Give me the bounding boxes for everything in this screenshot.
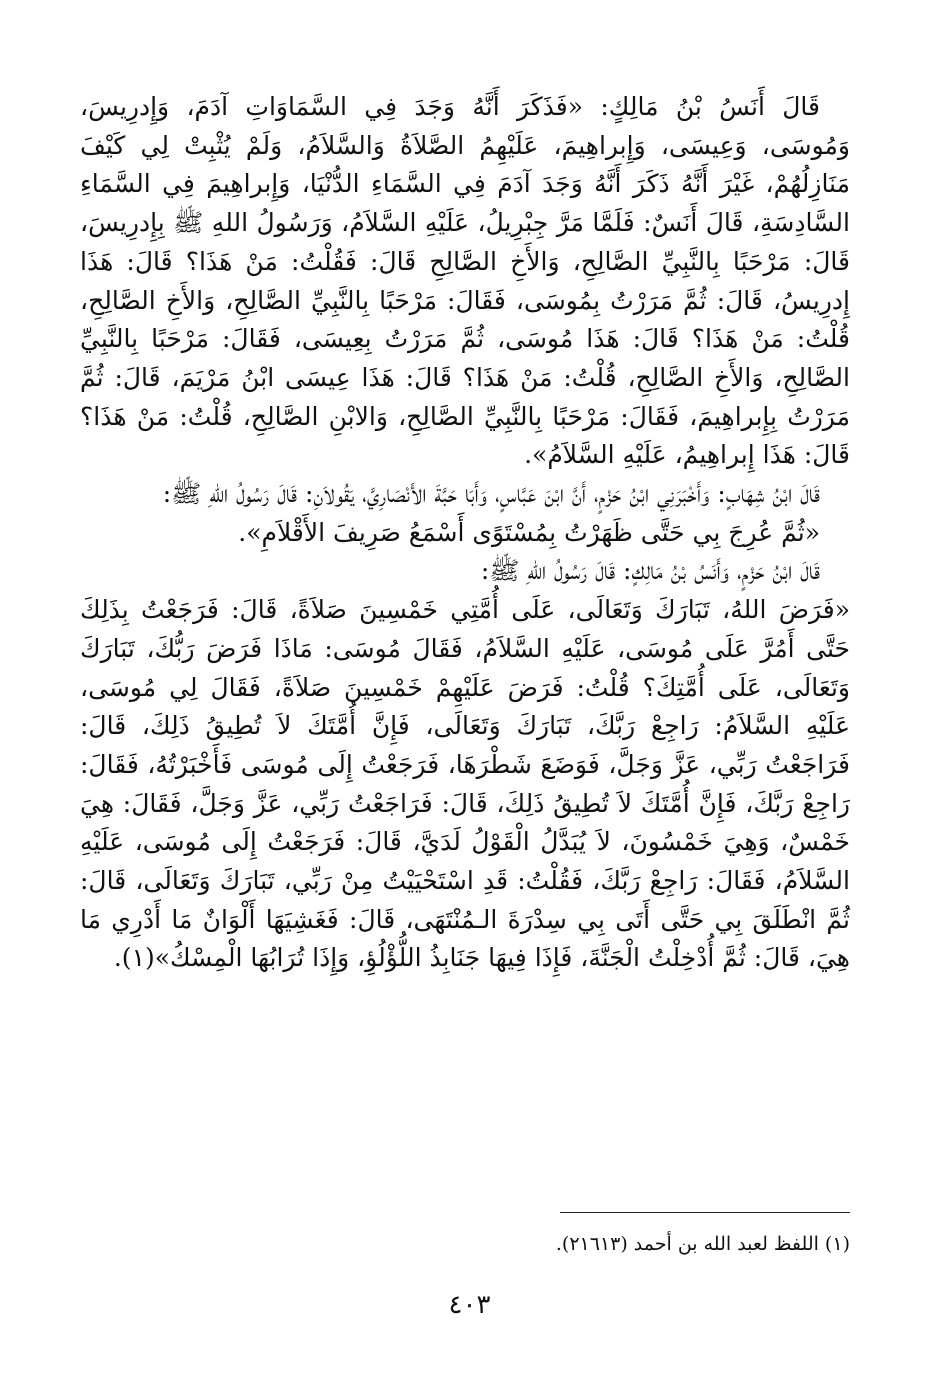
footnote-divider: [560, 1212, 850, 1213]
paragraph-fifty-prayers: «فَرَضَ اللهُ، تَبَارَكَ وَتَعَالَى، عَلَى أُمَّتِي خَمْسِينَ صَلاَةً، قَالَ: فَرَجَعْتُ بِذَلِكَ حَتَّى أَمُرَّ عَلَى مُوسَى، عَلَيْهِ السَّلاَمُ، فَقَالَ مُوسَى: مَاذَا فَرَضَ رَبُّكَ، تَبَارَكَ وَتَعَالَى، عَلَى أُمَّتِكَ؟ قُلْتُ: فَرَضَ عَلَيْهِمْ خَمْسِينَ صَلاَةً، فَقَالَ لِي مُوسَى، عَلَيْهِ السَّلاَمُ: رَاجِعْ رَبَّكَ، تَبَارَكَ وَتَعَالَى، فَإِنَّ أُمَّتَكَ لاَ تُطِيقُ ذَلِكَ، قَالَ: فَرَاجَعْتُ رَبِّي، عَزَّ وَجَلَّ، فَوَضَعَ شَطْرَهَا، فَرَجَعْتُ إِلَى مُوسَى فَأَخْبَرْتُهُ، فَقَالَ: رَاجِعْ رَبَّكَ، فَإِنَّ أُمَّتَكَ لاَ تُطِيقُ ذَلِكَ، قَالَ: فَرَاجَعْتُ رَبِّي، عَزَّ وَجَلَّ، فَقَالَ: هِيَ خَمْسٌ، وَهِيَ خَمْسُونَ، لاَ يُبَدَّلُ الْقَوْلُ لَدَيَّ، قَالَ: فَرَجَعْتُ إِلَى مُوسَى، عَلَيْهِ السَّلاَمُ، فَقَالَ: رَاجِعْ رَبَّكَ، فَقُلْتُ: قَدِ اسْتَحْيَيْتُ مِنْ رَبِّي، تَبَارَكَ وَتَعَالَى، قَالَ: ثُمَّ انْطَلَقَ بِي حَتَّى أَتَى بِي سِدْرَةَ الـمُنْتَهَى، قَالَ: فَغَشِيَهَا أَلْوَانٌ مَا أَدْرِي مَا هِيَ، قَالَ: ثُمَّ أُدْخِلْتُ الْجَنَّةَ، فَإِذَا فِيهَا جَنَابِذُ اللُّؤْلُؤِ، وَإِذَا تُرَابُهَا الْمِسْكُ»(١).: [80, 595, 850, 973]
paragraph-ibn-shihab: قَالَ ابْنُ شِهَابٍ: وَأَخْبَرَنِي ابْنُ حَزْمٍ، أَنَّ ابْنَ عَبَّاسٍ، وَأَبَا حَبَّةَ الأَنْصَارِيَّ، يَقُولاَنِ: قَالَ رَسُولُ اللهِ ﷺ:: [162, 479, 820, 509]
page-number: ٤٠٣: [448, 1290, 491, 1320]
paragraph-ibn-hazm: قَالَ ابْنُ حَزْمٍ، وَأَنَسُ بْنُ مَالِكٍ: قَالَ رَسُولُ اللهِ ﷺ:: [480, 556, 820, 586]
footnote: (١) اللفظ لعبد الله بن أحمد (٢١٦١٣).: [555, 1233, 850, 1255]
paragraph-anas-narration: قَالَ أَنَسُ بْنُ مَالِكٍ: «فَذَكَرَ أَنَّهُ وَجَدَ فِي السَّمَاوَاتِ آدَمَ، وَإِدرِيسَ، وَمُوسَى، وَعِيسَى، وَإِبراهِيمَ، عَلَيْهِمُ الصَّلاَةُ وَالسَّلاَمُ، وَلَمْ يُثْبِتْ لِي كَيْفَ مَنَازِلُهُمْ، غَيْرَ أَنَّهُ ذَكَرَ أَنَّهُ وَجَدَ آدَمَ فِي السَّمَاءِ الدُّنْيَا، وَإِبراهِيمَ فِي السَّمَاءِ السَّادِسَةِ، قَالَ أَنَسٌ: فَلَمَّا مَرَّ جِبْرِيلُ، عَلَيْهِ السَّلاَمُ، وَرَسُولُ اللهِ ﷺ بِإِدرِيسَ، قَالَ: مَرْحَبًا بِالنَّبِيِّ الصَّالِحِ، وَالأَخِ الصَّالِحِ قَالَ: فَقُلْتُ: مَنْ هَذَا؟ قَالَ: هَذَا إِدرِيسُ، قَالَ: ثُمَّ مَرَرْتُ بِمُوسَى، فَقَالَ: مَرْحَبًا بِالنَّبِيِّ الصَّالِحِ، وَالأَخِ الصَّالِحِ، قُلْتُ: مَنْ هَذَا؟ قَالَ: هَذَا مُوسَى، ثُمَّ مَرَرْتُ بِعِيسَى، فَقَالَ: مَرْحَبًا بِالنَّبِيِّ الصَّالِحِ، وَالأَخِ الصَّالِحِ، قُلْتُ: مَنْ هَذَا؟ قَالَ: هَذَا عِيسَى ابْنُ مَرْيَمَ، قَالَ: ثُمَّ مَرَرْتُ بِإِبراهِيمَ، فَقَالَ: مَرْحَبًا بِالنَّبِيِّ الصَّالِحِ، وَالابْنِ الصَّالِحِ، قُلْتُ: مَنْ هَذَا؟ قَالَ: هَذَا إِبراهِيمُ، عَلَيْهِ السَّلاَمُ».: [80, 92, 850, 470]
main-text: [80, 88, 850, 978]
paragraph-quote-aqlam: «ثُمَّ عُرِجَ بِي حَتَّى ظَهَرْتُ بِمُسْتَوًى أَسْمَعُ صَرِيفَ الأَقْلاَمِ».: [238, 517, 820, 547]
